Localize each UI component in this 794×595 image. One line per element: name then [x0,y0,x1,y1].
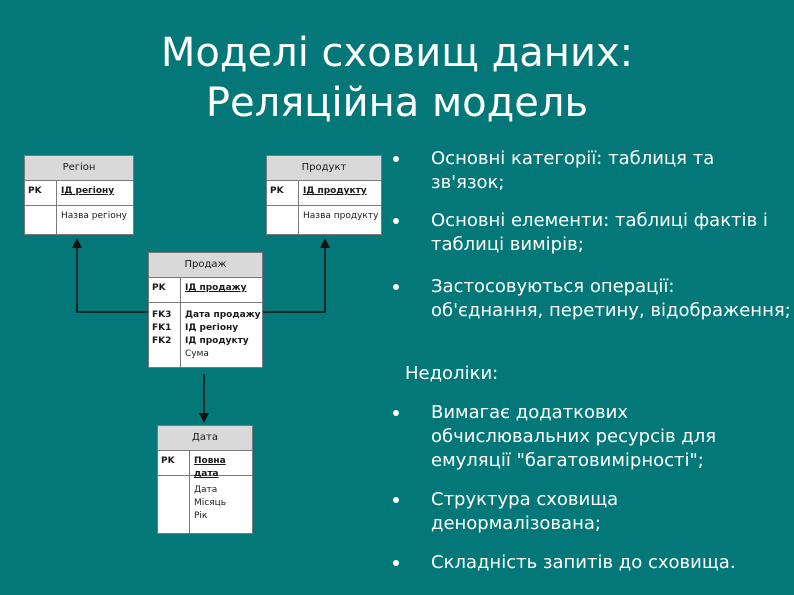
fk-field: ІД продукту [185,336,249,346]
entity-product [266,155,382,235]
pk-label: PK [25,181,57,205]
pk-label: PK [158,451,190,475]
key-cell [25,206,57,234]
entity-product-title: Продукт [267,156,381,181]
table-row [149,303,262,367]
field: Сума [185,349,209,359]
table-row [149,278,262,303]
table-row [158,476,252,533]
entity-sale-title: Продаж [149,253,262,278]
bullet-icon [393,218,399,224]
bullet-icon [393,284,399,290]
bullet-icon [393,156,399,162]
pk-label: PK [267,181,299,205]
bullet-icon [393,560,399,566]
drawbacks-heading: Недоліки: [405,363,499,384]
fk-label: FK3 [152,310,172,320]
bullet-text: Основні категорії: таблиця та зв'язок; [431,148,715,193]
pk-field: ІД продукту [303,186,367,196]
bullet-text: Основні елементи: таблиці фактів і таблиці вимірів; [431,210,768,255]
pk-label: PK [149,278,181,302]
field: Назва регіону [61,211,127,221]
pk-field: ІД регіону [61,186,115,196]
entity-date-title: Дата [158,426,252,451]
table-row [25,206,133,234]
field: Рік [194,511,208,521]
fk-fields [181,303,262,367]
line-sale-to-product [262,243,325,312]
bullet-text: Застосовуються операції: об'єднання, перетину, відображення; [431,276,791,321]
title-line-1: Моделі сховищ даних: [160,30,634,76]
field: Місяць [194,498,227,508]
fk-label: FK1 [152,323,172,333]
drawback-text: Складність запитів до сховища. [431,552,736,573]
table-row [267,181,381,206]
fk-field: ІД регіону [185,323,239,333]
drawback-text: Вимагає додаткових обчислювальних ресурсів для емуляції "багатовимірності"; [431,402,717,471]
pk-field: Повна дата [194,456,226,479]
bullet-icon [393,497,399,503]
field: Дата [194,485,218,495]
entity-region [24,155,134,235]
field: Назва продукту [303,211,379,221]
fk-label: FK2 [152,336,172,346]
entity-region-title: Регіон [25,156,133,181]
fk-field: Дата продажу [185,310,261,320]
table-row [158,451,252,479]
pk-field: ІД продажу [185,283,247,293]
entity-sale [148,252,263,368]
line-sale-to-region [77,243,148,312]
entity-date [157,425,253,534]
date-fields [190,476,252,533]
key-cell [267,206,299,234]
key-cell [158,476,190,533]
table-row [25,181,133,206]
title-line-2: Реляційна модель [205,80,589,126]
table-row [267,206,381,234]
bullet-icon [393,410,399,416]
drawback-text: Структура сховища денормалізована; [431,489,619,534]
fk-labels [149,303,181,367]
